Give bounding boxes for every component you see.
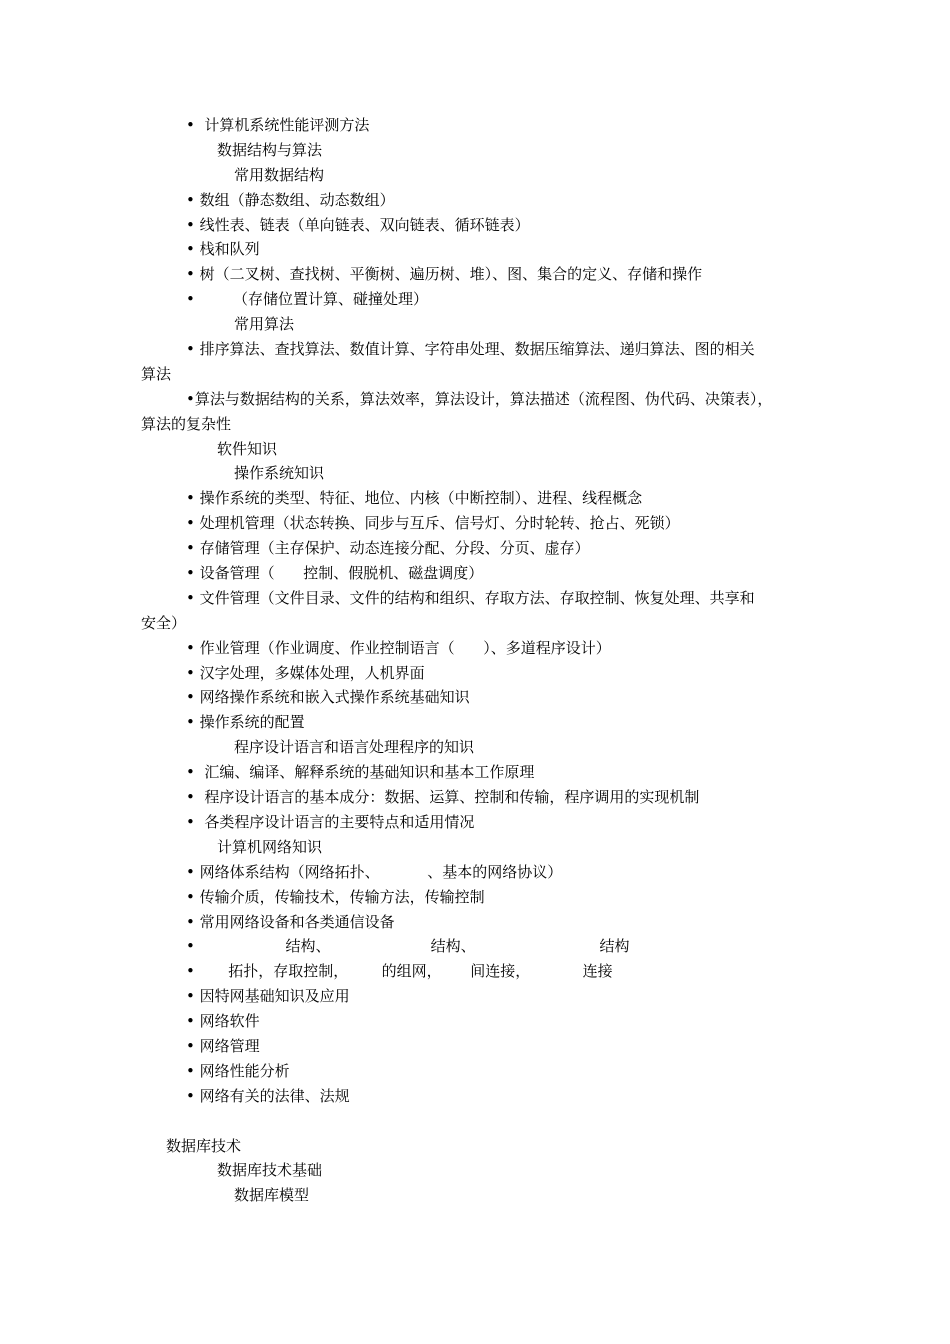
text-line: 常用数据结构 xyxy=(234,165,325,184)
document-body xyxy=(141,113,821,1208)
text-line: • 存储管理（主存保护、动态连接分配、分段、分页、虚存） xyxy=(186,539,590,558)
text-line: 数据库技术 xyxy=(166,1136,242,1155)
text-line: •算法与数据结构的关系，算法效率，算法设计，算法描述（流程图、伪代码、决策表）， xyxy=(186,389,773,408)
text-line: 数据结构与算法 xyxy=(217,140,323,159)
text-line: • 汉字处理，多媒体处理，人机界面 xyxy=(186,663,425,682)
text-line: • 常用网络设备和各类通信设备 xyxy=(186,912,395,931)
text-line: • 计算机系统性能评测方法 xyxy=(186,116,370,134)
text-line: • 程序设计语言的基本成分：数据、运算、控制和传输，程序调用的实现机制 xyxy=(186,788,700,807)
text-line: • 树（二叉树、查找树、平衡树、遍历树、堆）、图、集合的定义、存储和操作 xyxy=(186,265,703,284)
text-line: 算法 xyxy=(141,364,172,383)
text-line: 软件知识 xyxy=(217,439,278,458)
text-line: • （存储位置计算、碰撞处理） xyxy=(186,290,428,309)
text-line: 数据库技术基础 xyxy=(217,1161,323,1180)
text-line: • 网络管理 xyxy=(186,1036,260,1055)
text-line: • 网络软件 xyxy=(186,1012,260,1031)
text-line: 操作系统知识 xyxy=(234,464,325,483)
text-line: • 文件管理（文件目录、文件的结构和组织、存取方法、存取控制、恢复处理、共享和 xyxy=(186,588,755,607)
text-line: • 结构、 结构、 结构 xyxy=(186,937,630,956)
text-line: 计算机网络知识 xyxy=(217,837,323,856)
text-line: 安全） xyxy=(141,613,187,632)
text-line: • 网络体系结构（网络拓扑、 、基本的网络协议） xyxy=(186,862,563,881)
text-line: • 网络性能分析 xyxy=(186,1061,290,1080)
text-line: • 数组（静态数组、动态数组） xyxy=(186,190,395,209)
text-line: • 作业管理（作业调度、作业控制语言（ ）、多道程序设计） xyxy=(186,638,611,657)
blank-line xyxy=(141,1109,821,1134)
text-line: • 处理机管理（状态转换、同步与互斥、信号灯、分时轮转、抢占、死锁） xyxy=(186,514,680,533)
text-line: 算法的复杂性 xyxy=(141,414,232,433)
text-line: • 操作系统的配置 xyxy=(186,713,305,732)
text-line: • 拓扑，存取控制， 的组网， 间连接， 连接 xyxy=(186,962,613,981)
text-line: • 因特网基础知识及应用 xyxy=(186,987,350,1006)
text-line: • 设备管理（ 控制、假脱机、磁盘调度） xyxy=(186,564,484,583)
text-line: • 各类程序设计语言的主要特点和适用情况 xyxy=(186,812,475,831)
text-line: • 线性表、链表（单向链表、双向链表、循环链表） xyxy=(186,215,530,234)
text-line: 数据库模型 xyxy=(234,1186,310,1205)
text-line: • 汇编、编译、解释系统的基础知识和基本工作原理 xyxy=(186,763,535,782)
text-line: • 栈和队列 xyxy=(186,240,260,259)
text-line: • 传输介质，传输技术，传输方法，传输控制 xyxy=(186,887,485,906)
text-line: • 网络操作系统和嵌入式操作系统基础知识 xyxy=(186,688,470,707)
text-line: • 操作系统的类型、特征、地位、内核（中断控制）、进程、线程概念 xyxy=(186,489,643,508)
text-line: 常用算法 xyxy=(234,315,295,334)
text-line: • 网络有关的法律、法规 xyxy=(186,1086,350,1105)
text-line: • 排序算法、查找算法、数值计算、字符串处理、数据压缩算法、递归算法、图的相关 xyxy=(186,340,755,359)
text-line: 程序设计语言和语言处理程序的知识 xyxy=(234,738,475,757)
